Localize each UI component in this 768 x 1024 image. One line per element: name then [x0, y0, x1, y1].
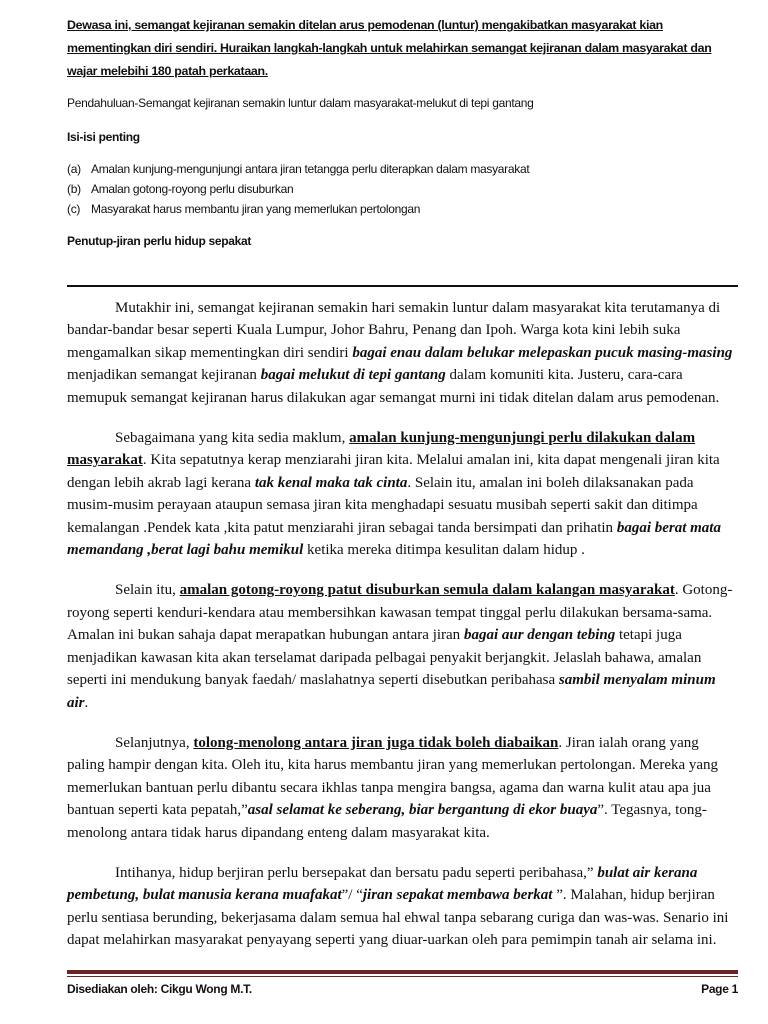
essay-task: Dewasa ini, semangat kejiranan semakin ditelan arus pemodenan (luntur) mengakibatkan masyarakat kian mementingkan diri sendiri. Huraikan langkah-langkah untuk melahirkan semangat kejiranan dalam masyarakat dan wajar melebihi 180 patah perkataan. — [67, 18, 712, 78]
paragraph-text: . Kita sepatutnya kerap menziarahi jiran kita. Melalui amalan ini, kita dapat mengenali jiran kita dengan lebih akrab lagi kerana — [67, 452, 720, 491]
key-point-text: Masyarakat harus membantu jiran yang memerlukan pertolongan — [91, 202, 421, 216]
footer-rule-thin — [67, 976, 738, 977]
paragraph-text: Sebagaimana yang kita sedia maklum, — [115, 430, 350, 447]
key-points-heading: Isi-isi penting — [67, 130, 140, 144]
paragraph-text: ”. Tegasnya, tong-menolong antara tidak harus dipandang enteng dalam masyarakat kita. — [67, 802, 707, 841]
key-point-text: Amalan kunjung-mengunjungi antara jiran tetangga perlu diterapkan dalam masyarakat — [91, 162, 530, 176]
topic-sentence: tolong-menolong antara jiran juga tidak boleh diabaikan — [193, 734, 559, 751]
paragraph-text: . — [84, 694, 89, 711]
paragraph-text: ketika mereka ditimpa kesulitan dalam hidup . — [303, 542, 585, 559]
footer-author: Disediakan oleh: Cikgu Wong M.T. — [67, 981, 252, 996]
key-point — [67, 199, 738, 219]
essay-paragraph — [67, 732, 738, 844]
paragraph-text: . Selain itu, amalan ini boleh dilaksanakan pada musim-musim perayaan ataupun semasa jiran kita menghadapi sesuatu musibah seperti sakit dan ditimpa kemalangan .Pendek kata ,kita patut menziarahi jiran sebagai tanda bersimpati dan prihatin — [67, 474, 698, 536]
essay-paragraph — [67, 862, 738, 952]
paragraph-text: tetapi juga menjadikan kawasan kita akan terselamat daripada pelbagai penyakit berjangkit. Jelaslah bahawa, amalan seperti ini mendukung banyak faedah/ maslahatnya seperti disebutkan peribahasa — [67, 627, 702, 689]
proverb-text: asal selamat ke seberang, biar bergantung di ekor buaya — [247, 802, 598, 819]
key-point-label: (c) — [67, 202, 81, 216]
footer-page-number: Page 1 — [701, 981, 738, 996]
proverb-text: jiran sepakat membawa berkat — [362, 887, 553, 904]
proverb-text: bagai berat mata memandang ,berat lagi bahu memikul — [67, 519, 721, 559]
key-point-label: (a) — [67, 162, 81, 176]
proverb-text: tak kenal maka tak cinta — [254, 474, 408, 491]
proverb-text: bagai melukut di tepi gantang — [260, 367, 446, 384]
paragraph-text: menjadikan semangat kejiranan — [67, 367, 261, 384]
key-point-text: Amalan gotong-royong perlu disuburkan — [91, 182, 294, 196]
section-divider — [67, 285, 738, 287]
key-points-list — [67, 159, 738, 219]
key-point-label: (b) — [67, 182, 81, 196]
proverb-text: bagai aur dengan tebing — [463, 627, 616, 644]
paragraph-text: Selain itu, — [115, 582, 180, 599]
paragraph-text: dalam komuniti kita. Justeru, cara-cara memupuk semangat kejiranan harus dilakukan agar semangat murni ini tidak ditelan dalam arus pemodenan. — [67, 367, 720, 406]
proverb-text: sambil menyalam minum air — [67, 672, 716, 711]
essay-paragraph — [67, 427, 738, 561]
proverb-text: bagai enau dalam belukar melepaskan pucuk masing-masing — [352, 344, 733, 361]
essay-paragraph — [67, 297, 738, 409]
essay-body — [67, 297, 738, 952]
essay-paragraph — [67, 579, 738, 713]
topic-sentence: amalan kunjung-mengunjungi perlu dilakukan dalam masyarakat — [67, 430, 696, 469]
introduction-note: Pendahuluan-Semangat kejiranan semakin luntur dalam masyarakat-melukut di tepi gantang — [67, 96, 534, 110]
paragraph-text: ”. Malahan, hidup berjiran perlu sentiasa berunding, bekerjasama dalam semua hal ehwal tanpa sebarang curiga dan was-was. Senario ini dapat melahirkan masyarakat penyayang seperti yang diuar-uarkan oleh para pemimpin tanah air selama ini. — [67, 887, 729, 949]
proverb-text: bulat air kerana pembetung, bulat manusia kerana muafakat — [67, 864, 698, 904]
paragraph-text: ”/ “ — [341, 887, 363, 904]
topic-sentence: amalan gotong-royong patut disuburkan semula dalam kalangan masyarakat — [179, 582, 675, 599]
paragraph-text: . Gotong-royong seperti kenduri-kendara atau membersihkan kawasan tempat tinggal perlu dilakukan bersama-sama. Amalan ini bukan sahaja dapat merapatkan hubungan antara jiran — [67, 582, 733, 644]
key-point — [67, 179, 738, 199]
key-point — [67, 159, 738, 179]
conclusion-note: Penutup-jiran perlu hidup sepakat — [67, 234, 252, 248]
footer — [67, 981, 738, 997]
paragraph-text: Intihanya, hidup berjiran perlu bersepakat dan bersatu padu seperti peribahasa,” — [115, 864, 598, 881]
paragraph-text: Selanjutnya, — [115, 734, 194, 751]
footer-rule — [67, 970, 738, 974]
paragraph-text: Mutakhir ini, semangat kejiranan semakin hari semakin luntur dalam masyarakat kita terutamanya di bandar-bandar besar seperti Kuala Lumpur, Johor Bahru, Penang dan Ipoh. Warga kota kini lebih suka mengamalkan sikap mementingkan diri sendiri — [67, 300, 721, 361]
paragraph-text: . Jiran ialah orang yang paling hampir dengan kita. Oleh itu, kita harus membantu jiran yang memerlukan pertolongan. Mereka yang memerlukan bantuan perlu dibantu secara ikhlas tanpa mengira bangsa, agama dan warna kulit atau apa jua bantuan seperti kata pepatah,” — [67, 734, 719, 819]
